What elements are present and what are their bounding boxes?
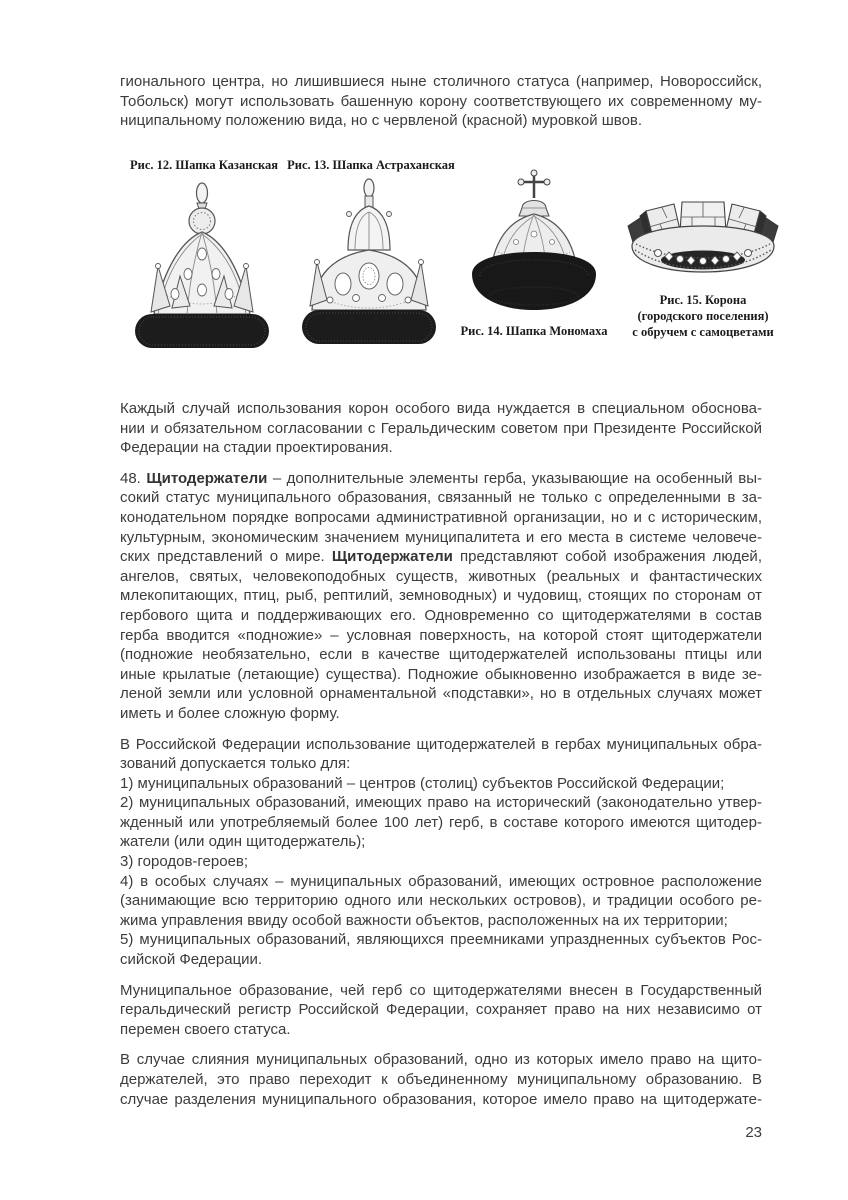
text-line: иметь и более сложную форму. <box>120 704 340 722</box>
paragraph <box>120 72 762 131</box>
text-line: сийской Федерации. <box>120 951 263 969</box>
body-text-top <box>120 72 762 131</box>
caption-line: с обручем с самоцветами <box>632 325 774 339</box>
text-line: В Российской Федерации использование щитодержателей в гербах муниципальных обра- <box>120 735 762 753</box>
paragraph <box>120 930 762 969</box>
text-line: нии и обязательном согласовании с Геральдическим советом при Президенте Российской <box>120 419 762 437</box>
text-line: 48. Щитодержатели – дополнительные элементы герба, указывающие на особенный вы- <box>120 469 762 487</box>
figure-caption-kazan: Рис. 12. Шапка Казанская <box>130 158 278 172</box>
text-line: млекопитающих, птиц, рыб, рептилий, земноводных) и чудовищ, стоящих по сторонам от <box>120 587 762 605</box>
text-line: 1) муниципальных образований – центров (столиц) субъектов Российской Федерации; <box>120 774 725 792</box>
paragraph <box>120 735 762 774</box>
text-line: перемен своего статуса. <box>120 1020 291 1038</box>
text-line: держателей, это право переходит к объединенному муниципальному образованию. В <box>120 1071 762 1088</box>
text-line: Федерации на стадии проектирования. <box>120 439 393 457</box>
text-line: жима управления ввиду особой важности объектов, расположенных на их территории; <box>120 911 728 929</box>
figure-caption-city-crown <box>614 292 792 340</box>
paragraph <box>120 981 762 1040</box>
text-line: геральдический регистр Российской Федерации, сохраняет право на них независимо от <box>120 1001 762 1019</box>
monomakh-cap-illustration <box>458 168 610 320</box>
text-line: культурным, экономическим значением муниципалитета и его места в системе человече- <box>120 528 762 546</box>
city-crown-illustration <box>622 198 784 290</box>
text-line: леной земли или условной орнаментальной «подставки», но в отдельных случаях может <box>120 685 762 703</box>
page-number: 23 <box>745 1124 762 1141</box>
text-line: гионального центра, но лишившиеся ныне столичного статуса (например, Новороссийск, <box>120 73 762 90</box>
body-text-bottom <box>120 399 762 1109</box>
astrakhan-cap-illustration <box>292 176 446 352</box>
text-line: Каждый случай использования корон особого вида нуждается в специальном обоснова- <box>120 400 762 417</box>
text-line: зований допускается только для: <box>120 755 351 773</box>
text-line: жатели (или один щитодержатель); <box>120 833 366 851</box>
text-line: ангелов, святых, человекоподобных существ, животных (реальных и фантастических <box>120 567 762 585</box>
text-line: 3) городов-героев; <box>120 853 249 871</box>
paragraph <box>120 793 762 852</box>
text-line: ниципальному положению вида, но с червленой (красной) муровкой швов. <box>120 112 643 130</box>
figure-caption-astrakhan: Рис. 13. Шапка Астраханская <box>287 158 455 172</box>
text-line: Муниципальное образование, чей герб со щитодержателями внесен в Государственный <box>120 981 762 999</box>
paragraph <box>120 1050 762 1109</box>
paragraph <box>120 469 762 724</box>
text-line: гербового щита и поддерживающих его. Одновременно со щитодержателями в состав <box>120 606 762 624</box>
text-line: (занимающие всю территорию одного или нескольких островов), и традиции особого ре- <box>120 892 762 910</box>
text-line: сокий статус муниципального образования, связанный не только с определенными в за- <box>120 489 762 507</box>
text-line: случае разделения муниципального образования, которое имело право на щитодержате- <box>120 1090 762 1108</box>
text-line: В случае слияния муниципальных образований, одно из которых имело право на щито- <box>120 1051 762 1069</box>
paragraph <box>120 852 762 872</box>
text-line: 2) муниципальных образований, имеющих право на исторический (законодательно утвер- <box>120 794 762 812</box>
kazan-cap-illustration <box>127 180 277 352</box>
text-line: ских представлений о мире. Щитодержатели представляют собой изображения людей, <box>120 548 762 566</box>
figure-caption-monomakh: Рис. 14. Шапка Мономаха <box>460 324 608 338</box>
text-line: жденный или употребляемый более 100 лет) герб, в составе которого имеются щитодер- <box>120 813 762 831</box>
text-line: герба вводится «подножие» – условная поверхность, на которой стоят щитодержатели <box>120 626 762 644</box>
text-line: 5) муниципальных образований, являющихся преемниками упраздненных субъектов Рос- <box>120 931 762 949</box>
caption-line: (городского поселения) <box>637 309 769 323</box>
text-line: (подножие необязательно, если в качестве щитодержателей использованы птицы или <box>120 646 762 664</box>
text-line: иные крылатые (летающие) существа). Подножие обыкновенно изображается в виде зе- <box>120 665 762 683</box>
paragraph <box>120 399 762 458</box>
caption-line: Рис. 15. Корона <box>659 293 747 307</box>
text-line: конодательном порядке вопросами административной организации, но и с историческим, <box>120 508 762 526</box>
text-line: 4) в особых случаях – муниципальных образований, имеющих островное расположение <box>120 872 762 890</box>
text-line: Тобольск) могут использовать башенную корону соответствующего их современному му- <box>120 92 762 110</box>
paragraph <box>120 774 762 794</box>
paragraph <box>120 872 762 931</box>
